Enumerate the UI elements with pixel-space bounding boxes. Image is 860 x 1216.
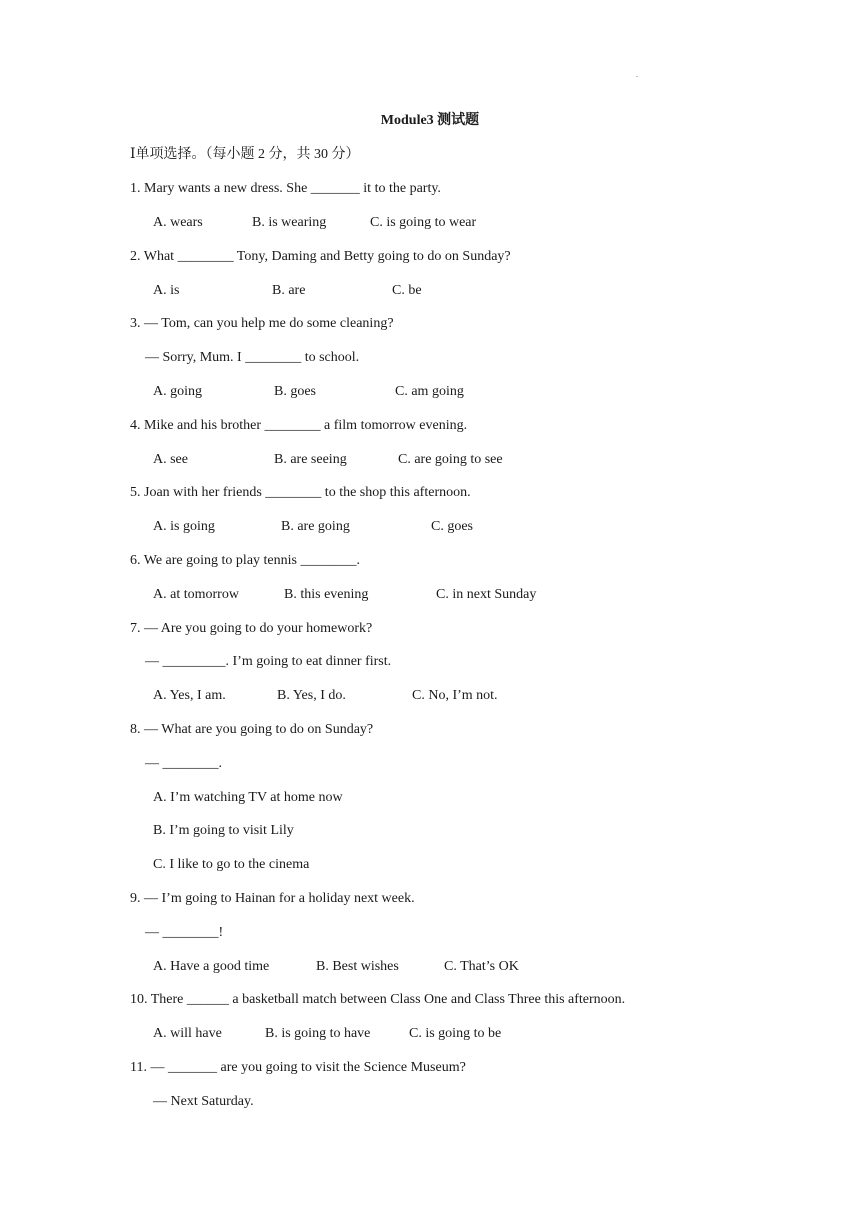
question-5-option-a: A. is going: [153, 519, 215, 534]
question-10-option-b: B. is going to have: [265, 1026, 371, 1041]
question-7-reply: — _________. I’m going to eat dinner first.: [145, 654, 392, 669]
question-1-stem: 1. Mary wants a new dress. She _______ it to the party.: [130, 181, 441, 196]
question-11-stem: 11. — _______ are you going to visit the Science Museum?: [130, 1060, 466, 1075]
question-1-option-c: C. is going to wear: [370, 215, 477, 230]
question-8-option-a: A. I’m watching TV at home now: [153, 790, 343, 805]
question-11-reply: — Next Saturday.: [153, 1094, 254, 1109]
question-3-option-a: A. going: [153, 384, 202, 399]
question-8-stem: 8. — What are you going to do on Sunday?: [130, 722, 374, 737]
question-2-option-a: A. is: [153, 283, 180, 298]
question-5-option-c: C. goes: [431, 519, 473, 534]
question-5-option-b: B. are going: [281, 519, 350, 534]
question-9-option-b: B. Best wishes: [316, 959, 399, 974]
question-3-reply: — Sorry, Mum. I ________ to school.: [145, 350, 360, 365]
question-9-reply: — ________!: [145, 925, 224, 940]
question-9-option-a: A. Have a good time: [153, 959, 270, 974]
question-9-stem: 9. — I’m going to Hainan for a holiday next week.: [130, 891, 415, 906]
question-4-option-a: A. see: [153, 452, 188, 467]
question-3-stem: 3. — Tom, can you help me do some cleaning?: [130, 316, 394, 331]
section-heading: Ⅰ单项选择。（每小题 2 分，共 30 分）: [130, 147, 360, 162]
question-8-option-c: C. I like to go to the cinema: [153, 857, 310, 872]
question-7-option-b: B. Yes, I do.: [277, 688, 346, 703]
question-5-stem: 5. Joan with her friends ________ to the shop this afternoon.: [130, 485, 471, 500]
question-2-option-c: C. be: [392, 283, 422, 298]
question-10-option-c: C. is going to be: [409, 1026, 502, 1041]
question-4-stem: 4. Mike and his brother ________ a film tomorrow evening.: [130, 418, 468, 433]
question-7-option-c: C. No, I’m not.: [412, 688, 498, 703]
question-3-option-b: B. goes: [274, 384, 316, 399]
question-1-option-a: A. wears: [153, 215, 203, 230]
question-6-option-c: C. in next Sunday: [436, 587, 537, 602]
header-mark: .: [636, 70, 638, 79]
question-6-option-b: B. this evening: [284, 587, 369, 602]
question-10-stem: 10. There ______ a basketball match between Class One and Class Three this afternoon.: [130, 992, 626, 1007]
question-8-reply: — ________.: [145, 756, 222, 771]
question-4-option-b: B. are seeing: [274, 452, 347, 467]
question-9-option-c: C. That’s OK: [444, 959, 519, 974]
question-6-stem: 6. We are going to play tennis ________.: [130, 553, 360, 568]
question-7-option-a: A. Yes, I am.: [153, 688, 226, 703]
question-8-option-b: B. I’m going to visit Lily: [153, 823, 294, 838]
question-10-option-a: A. will have: [153, 1026, 222, 1041]
question-3-option-c: C. am going: [395, 384, 464, 399]
question-2-option-b: B. are: [272, 283, 306, 298]
question-2-stem: 2. What ________ Tony, Daming and Betty going to do on Sunday?: [130, 249, 511, 264]
question-4-option-c: C. are going to see: [398, 452, 503, 467]
question-1-option-b: B. is wearing: [252, 215, 327, 230]
page-title: Module3 测试题: [380, 113, 480, 128]
question-7-stem: 7. — Are you going to do your homework?: [130, 621, 373, 636]
question-6-option-a: A. at tomorrow: [153, 587, 239, 602]
